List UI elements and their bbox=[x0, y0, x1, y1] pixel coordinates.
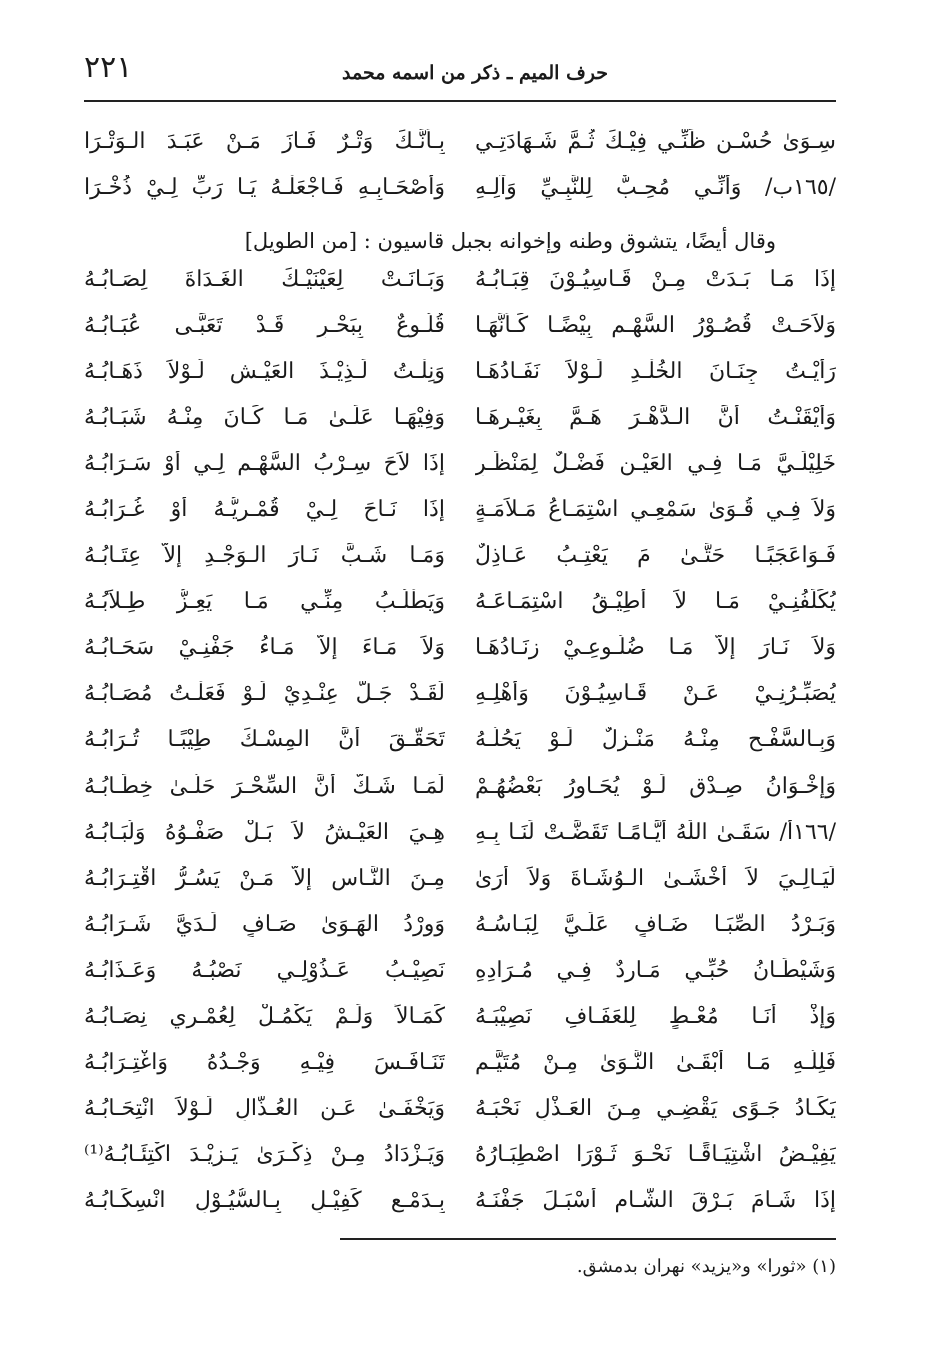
verse-second-hemistich: وَأَصْحَـابِـهِ فَـاجْعَلْـهُ يَـا رَبِّ لِـيْ ذُخْـرَا bbox=[84, 174, 445, 200]
verse-line bbox=[84, 855, 836, 901]
verse-line bbox=[84, 809, 836, 855]
verse-second-hemistich: وَوِرْدُ الهَـوَىٰ صَـافٍ لَـدَيَّ شَـرَابُـهُ bbox=[84, 911, 445, 937]
verse-second-hemistich: وَنِلْـتُ لَـذِيْـذَ العَيْـشِ لَـوْلاَ ذَهَـابُـهُ bbox=[84, 358, 445, 384]
verse-first-hemistich: لَيَـالِـيَ لاَ أَخْشَـىٰ الـوُشَـاةَ وَلاَ أَرَىٰ bbox=[475, 865, 836, 891]
verse-first-hemistich: خَلِيْلَـيَّ مَـا فِـي العَيْـنِ فَضْـلٌ لِمَنْظَـرٍ bbox=[475, 450, 836, 476]
verse-first-hemistich: فَـوَاعَجَبًـا حَتَّـىٰ مَ يَعْتِـبُ عَـاذِلٌ bbox=[475, 543, 836, 569]
verse-line bbox=[84, 625, 836, 671]
verse-first-hemistich: إِذَا مَـا بَـدَتْ مِـنْ قَـاسِيُـوْنَ قِبَـابُـهُ bbox=[475, 266, 836, 292]
footnote-rule bbox=[340, 1238, 836, 1240]
verse-first-hemistich: وَلاَ فِـي قُـوَىٰ سَمْعِـي اسْتِمَـاعُ مَـلاَمَـةٍ bbox=[475, 497, 836, 523]
verse-second-hemistich: تَحَقَّـقَ أَنَّ المِسْـكَ طِيْبًـا تُـرَابُـهُ bbox=[84, 727, 445, 753]
verse-first-hemistich: وَبَـرْدُ الصِّبَـا ضَـافٍ عَلَـيَّ لِبَـاسُـهُ bbox=[475, 911, 836, 937]
verse-second-hemistich: وَيَـزْدَادُ مِـنْ ذِكْـرَىٰ يَـزِيْـدَ اكْتِئَـابُـهُ⁽¹⁾ bbox=[84, 1142, 445, 1168]
verse-second-hemistich: وَبَـانَـتْ لِعَيْنَيْـكَ الغَـدَاةَ لِصَـابُـهُ bbox=[84, 266, 445, 292]
verse-second-hemistich: لَمَـا شَـكَّ أَنَّ السِّحْـرَ حَلَّـىٰ خِطَـابُـهُ bbox=[84, 773, 445, 799]
verse-line bbox=[84, 1086, 836, 1132]
verse-line bbox=[84, 1178, 836, 1224]
verse-first-hemistich: وَلاَحَـتْ قُصُـوْرُ السَّهْـمِ بِيْضًـا كَـأَنَّهَـا bbox=[475, 312, 836, 338]
footnote: (١) «ثورا» و«يزيد» نهران بدمشق. bbox=[576, 1256, 836, 1277]
verse-line bbox=[84, 440, 836, 486]
verse-second-hemistich: وَلاَ مَـاءَ إِلاَّ مَـاءُ جَفْنِـيْ سَحَـابُـهُ bbox=[84, 635, 445, 661]
page-number: ٢٢١ bbox=[84, 50, 133, 85]
verse-first-hemistich: /١٦٥ب/ وَأَنِّـي مُحِـبٌّ لِلنَّبِـيِّ وَآلِـهِ bbox=[475, 174, 836, 200]
verse-first-hemistich: يُصَبِّـرُنِـيْ عَـنْ قَـاسِيُـوْنَ وَأَهْلِـهِ bbox=[475, 681, 836, 707]
verse-second-hemistich: وَفِيْهَـا عَلَـىٰ مَـا كَـانَ مِنْـهُ شَبَـابُـهُ bbox=[84, 404, 445, 430]
verse-second-hemistich: لَقَـدْ جَـلَّ عِنْـدِيْ لَـوْ فَعَلْـتُ مُصَـابُـهُ bbox=[84, 681, 445, 707]
verse-first-hemistich: وَأَيْقَنْـتُ أَنَّ الـدَّهْـرَ هَـمَّ بِغَيْـرِهَـا bbox=[475, 404, 836, 430]
verse-first-hemistich: سِـوَىٰ حُسْـنِ ظَنِّـي فِيْـكَ ثُـمَّ شَـهَادَتِـي bbox=[475, 128, 836, 154]
verse-line bbox=[84, 348, 836, 394]
verse-first-hemistich: /١٦٦أ/ سَقَـىٰ اللّٰهُ أَيَّـامًـا تَقَضَّـتْ لَنَـا بِـهِ bbox=[475, 819, 836, 845]
poem-intro: وقال أيضًا، يتشوق وطنه وإخوانه بجبل قاسيون : [من الطويل] bbox=[244, 229, 776, 253]
verse-line bbox=[84, 118, 836, 164]
verse-second-hemistich: مِـنَ النَّـاسِ إِلاَّ مَـنْ يَسُـرُّ اقْتِـرَابُـهُ bbox=[84, 865, 445, 891]
verse-line bbox=[84, 1132, 836, 1178]
header-rule bbox=[84, 100, 836, 102]
verse-line bbox=[84, 994, 836, 1040]
verse-first-hemistich: وَإِذْ أَنَـا مُعْـطٍ لِلعَفَـافِ نَصِيْبَـهُ bbox=[475, 1004, 836, 1030]
verse-line bbox=[84, 717, 836, 763]
verse-second-hemistich: نَصِيْـبُ عَـذُوْلِـي نَصْبُـهُ وَعَـذَابُـهُ bbox=[84, 957, 445, 983]
verse-second-hemistich: وَيَطْلُـبُ مِنِّـي مَـا يَعِـزُّ طِـلاَبُـهُ bbox=[84, 589, 445, 615]
verse-first-hemistich: يَفِيْـضُ اشْتِيَـاقًـا نَحْـوَ ثَـوْرَا اصْطِبَـارُهُ bbox=[475, 1142, 836, 1168]
poem-one bbox=[84, 118, 836, 210]
verse-first-hemistich: رَأَيْـتُ جِنَـانَ الخُلْـدِ لَـوْلاَ نَفَـادُهَـا bbox=[475, 358, 836, 384]
verse-line bbox=[84, 671, 836, 717]
verse-second-hemistich: إِذَا نَـاحَ لِـيْ قُمْـرِيُّـهُ أَوْ غُـرَابُـهُ bbox=[84, 497, 445, 523]
verse-line bbox=[84, 302, 836, 348]
verse-first-hemistich: يُكَلِّفُنِـيْ مَـا لاَ أُطِيْـقُ اسْتِمَـاعَـهُ bbox=[475, 589, 836, 615]
verse-line bbox=[84, 901, 836, 947]
verse-line bbox=[84, 947, 836, 993]
verse-second-hemistich: تَنَـافَـسَ فِيْـهِ وَجْـدُهُ وَاغْتِـرَابُـهُ bbox=[84, 1050, 445, 1076]
verse-second-hemistich: إِذَا لاَحَ سِـرْبُ السَّهْـمِ لِـي أَوْ سَـرَابُـهُ bbox=[84, 450, 445, 476]
verse-line bbox=[84, 763, 836, 809]
verse-line bbox=[84, 486, 836, 532]
verse-first-hemistich: يَكَـادُ جَـوًى يَقْضِـي مِـنَ العَـذْلِ نَحْبَـهُ bbox=[475, 1096, 836, 1122]
verse-line bbox=[84, 394, 836, 440]
verse-line bbox=[84, 579, 836, 625]
verse-line bbox=[84, 1040, 836, 1086]
verse-second-hemistich: كَمَـالاً وَلَـمْ يَكْمُـلْ لِعُمْـرِي نِصَـابُـهُ bbox=[84, 1004, 445, 1030]
verse-first-hemistich: وَبِـالسَّفْـحِ مِنْـهُ مَنْـزِلٌ لَـوْ يَحُلُّـهُ bbox=[475, 727, 836, 753]
verse-second-hemistich: وَيَخْفَـىٰ عَـنِ العُـذَّالِ لَـوْلاَ انْتِحَـابُـهُ bbox=[84, 1096, 445, 1122]
poem-two bbox=[84, 256, 836, 1224]
verse-first-hemistich: وَإِخْـوَانُ صِـدْقٍ لَـوْ يُحَـاوِرُ بَعْضُهُـمْ bbox=[475, 773, 836, 799]
verse-second-hemistich: بِـدَمْـعٍ كَفِيْـلٍ بِـالسُّيُـوْلِ انْسِكَـابُـهُ bbox=[84, 1188, 445, 1214]
verse-second-hemistich: هِـيَ العَيْـشُ لاَ بَـلْ صَفْـوُهُ وَلُبَـابُـهُ bbox=[84, 819, 445, 845]
verse-line bbox=[84, 164, 836, 210]
verse-second-hemistich: قُلُـوعٌ بِبَحْـرٍ قَـدْ تَعَبَّـى عُبَـابُـهُ bbox=[84, 312, 445, 338]
verse-first-hemistich: وَلاَ نَـارَ إِلاَّ مَـا ضُلُـوعِـيْ زِنَـادُهَـا bbox=[475, 635, 836, 661]
verse-second-hemistich: بِـأَنَّـكَ وَتْـرٌ فَـازَ مَـنْ عَبَـدَ الـوَتْـرَا bbox=[84, 128, 445, 154]
verse-line bbox=[84, 256, 836, 302]
verse-first-hemistich: وَشَيْطَـانُ حُبِّـي مَـارِدٌ فِـي مُـرَادِهِ bbox=[475, 957, 836, 983]
running-head: حرف الميم ـ ذكر من اسمه محمد bbox=[341, 62, 608, 84]
verse-first-hemistich: إِذَا شَـامَ بَـرْقَ الشَّـامِ أَسْبَـلَ جَفْنَـهُ bbox=[475, 1188, 836, 1214]
verse-second-hemistich: وَمَـا شَـبَّ نَـارَ الـوَجْـدِ إِلاَّ عِتَـابُـهُ bbox=[84, 543, 445, 569]
verse-line bbox=[84, 533, 836, 579]
verse-first-hemistich: فَلِلَّـهِ مَـا أَبْقَـىٰ النَّـوَىٰ مِـنْ مُتَيَّـمٍ bbox=[475, 1050, 836, 1076]
